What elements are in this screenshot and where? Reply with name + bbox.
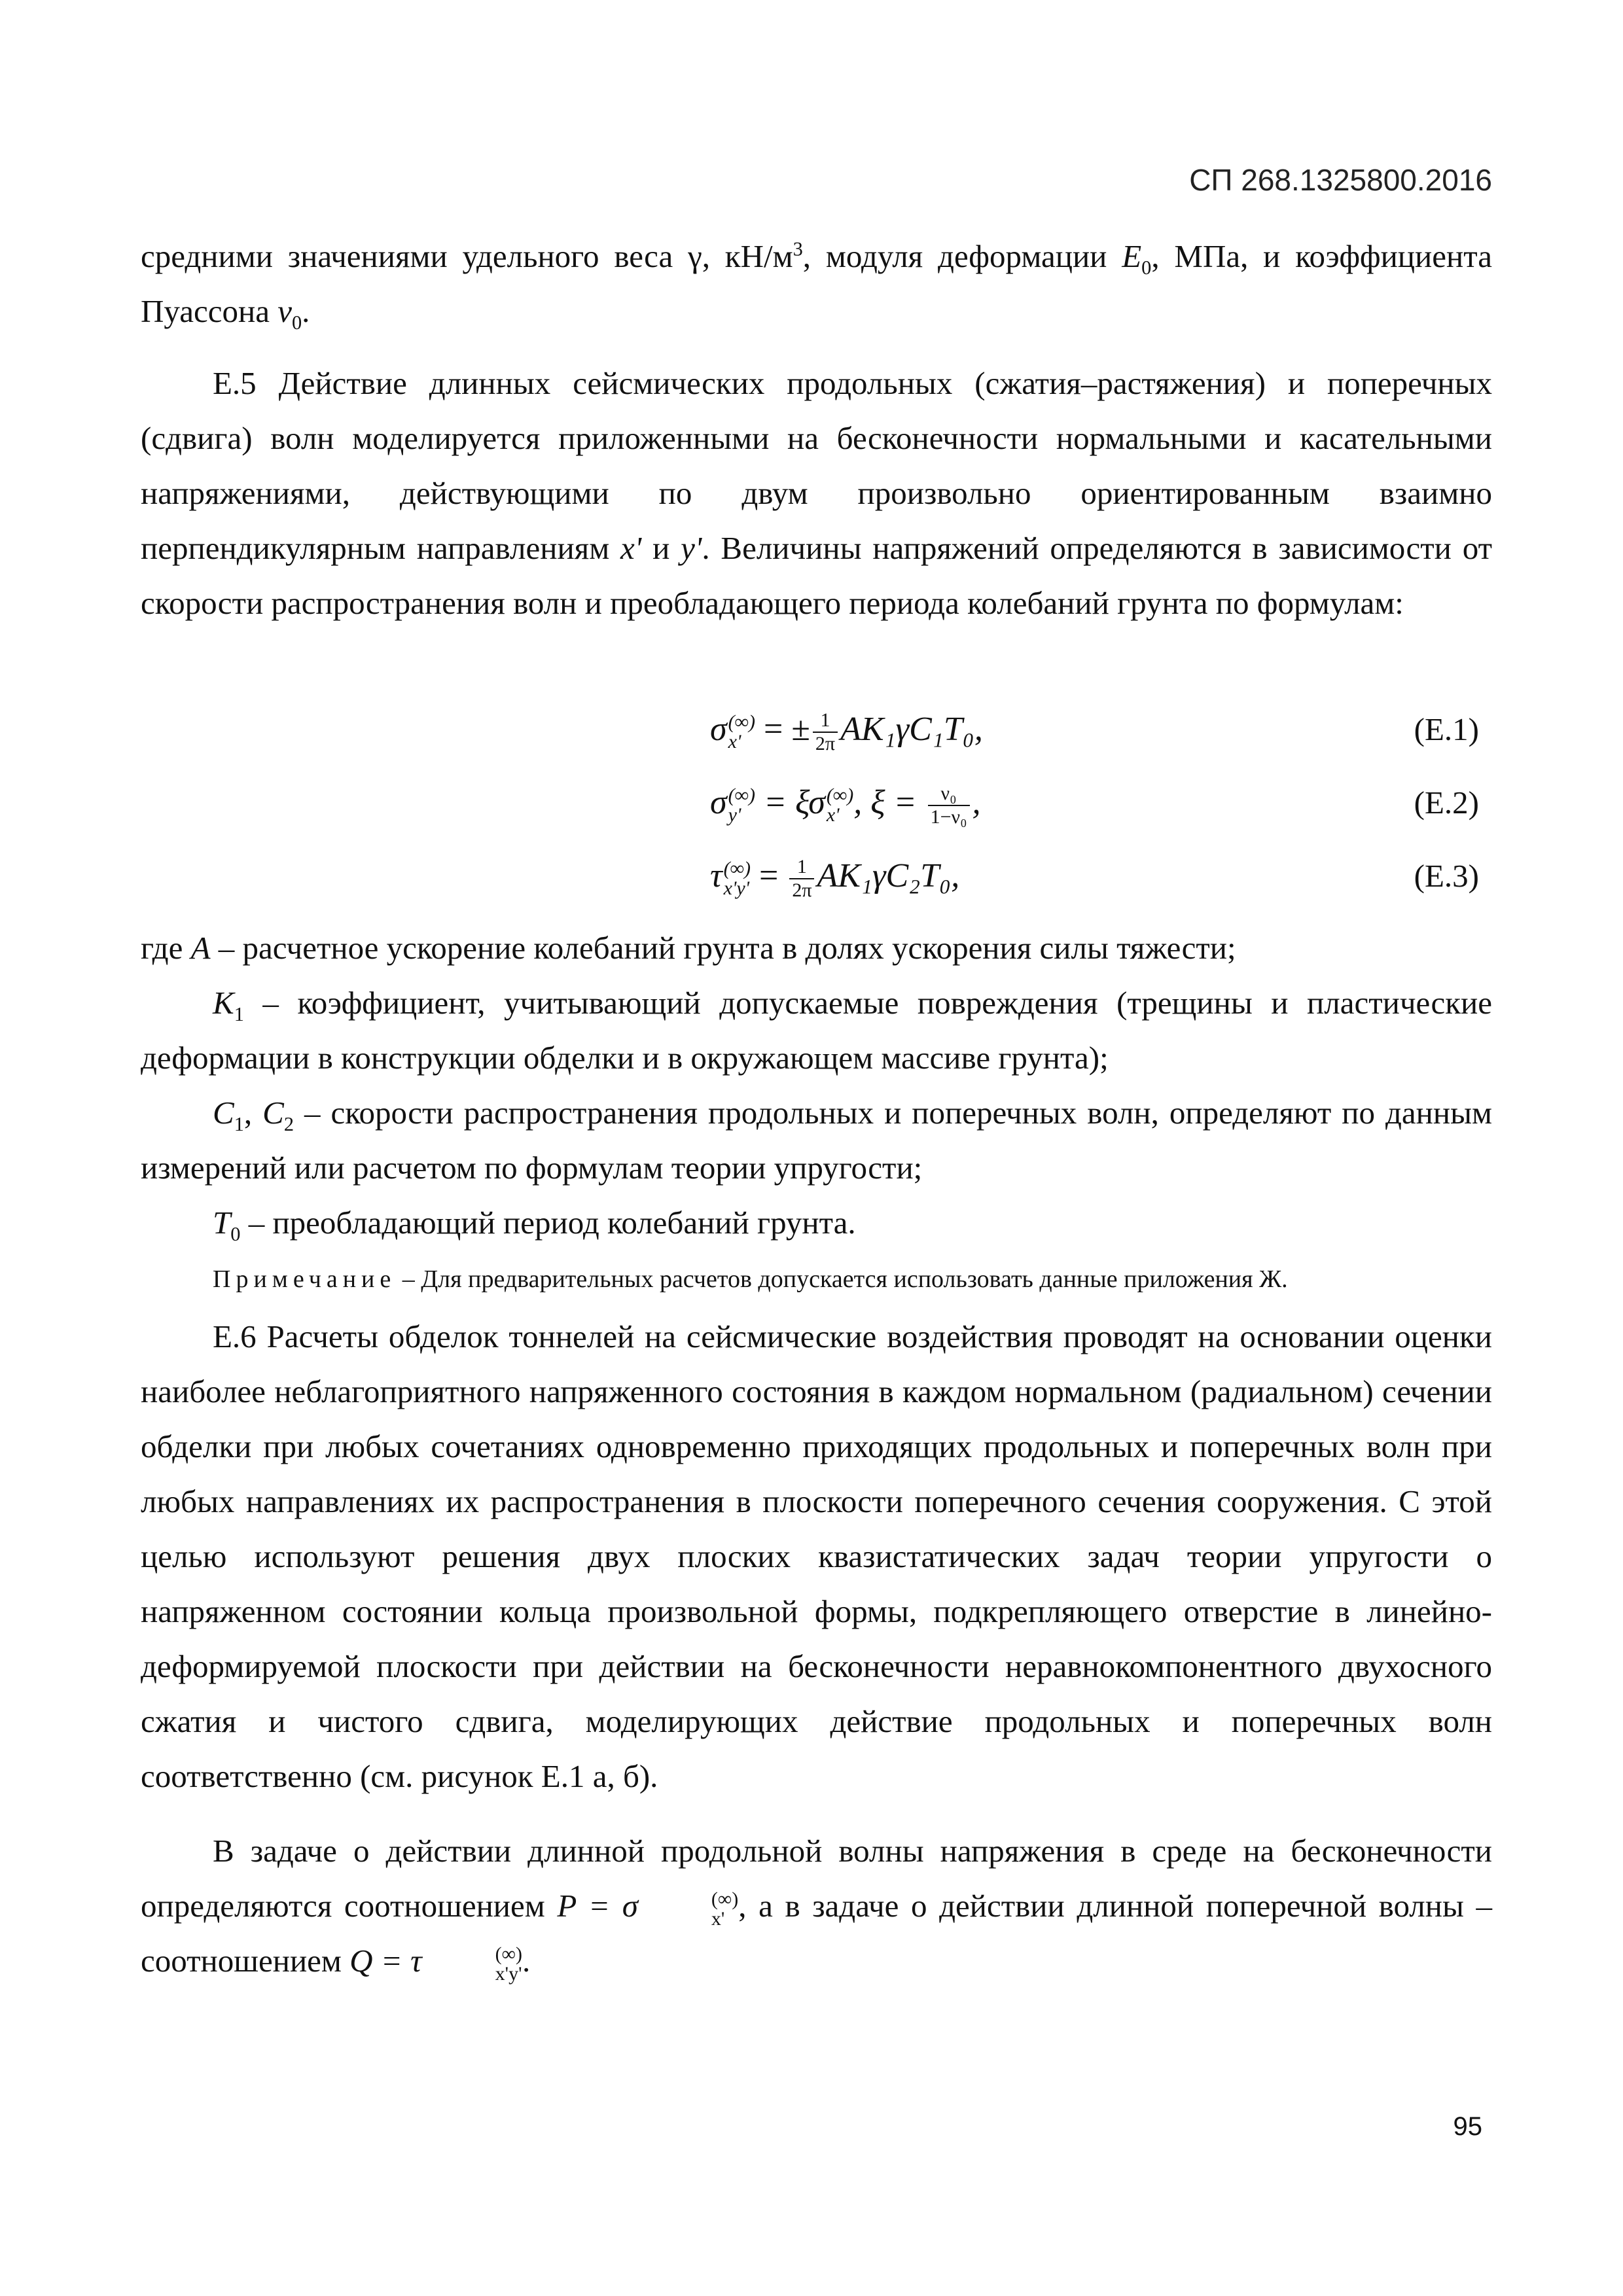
definition-k1: $K_1$ – коэффициент, учитывающий допускаемые повреждения (трещины и пластические деформации в конструкции обделки и в окружающем массиве грунта); [141, 985, 1492, 1076]
definition-a: где A – расчетное ускорение колебаний грунта в долях ускорения силы тяжести; [141, 930, 1236, 966]
formula-label: (Е.3) [1414, 858, 1479, 894]
page-number: 95 [1453, 2112, 1482, 2141]
paragraph-intro: средними значениями удельного веса γ, $кН/м^3$, модуля деформации $E_0$, МПа, и коэффициента Пуассона $\nu_0$. [141, 238, 1492, 334]
formula-e1: σ (∞) x' = ± $\frac{1}{2\pi}$ AK₁γC₁T₀, (Е.1) [141, 693, 1492, 766]
formula-label: (Е.1) [1414, 711, 1479, 747]
note-label: Примечание [213, 1265, 397, 1293]
definition-c1-c2: $C_1$, $C_2$ – скорости распространения продольных и поперечных волн, определяют по данным измерений или расчетом по формулам теории упругости; [141, 1095, 1493, 1186]
definition-t0: $T_0$ – преобладающий период колебаний грунта. [213, 1205, 856, 1245]
formula-block [141, 693, 1492, 913]
document-body [141, 229, 1492, 1988]
document-code-header: СП 268.1325800.2016 [1189, 163, 1492, 197]
formula-e2: σ (∞) y' = ξσ (∞) x' , ξ = $\frac{\text{ν₀}}{\text{1−ν₀}}$ , (Е.2) [141, 766, 1492, 839]
paragraph-final: В задаче о действии длинной продольной волны напряжения в среде на бесконечности определяются соотношением P = σ (∞) x' , а в задаче о действии длинной поперечной волны – соотношением Q = τ (∞) x'y' . [141, 1833, 1492, 1985]
note: Примечание – Для предварительных расчетов допускается использовать данные приложения Ж. [213, 1265, 1288, 1293]
formula-label: (Е.2) [1414, 785, 1479, 821]
paragraph-e6: Е.6 Расчеты обделок тоннелей на сейсмические воздействия проводят на основании оценки наиболее неблагоприятного напряженного состояния в каждом нормальном (радиальном) сечении обделки при любых сочетаниях одновременно приходящих продольных и поперечных волн при любых направлениях их распространения в плоскости поперечного сечения сооружения. С этой целью используют решения двух плоских квазистатических задач теории упругости о напряженном состоянии кольца произвольной формы, подкрепляющего отверстие в линейно-деформируемой плоскости при действии на бесконечности неравнокомпонентного двухосного сжатия и чистого сдвига, моделирующих действие продольных и поперечных волн соответственно (см. рисунок Е.1 а, б). [141, 1318, 1492, 1794]
formula-e3: τ (∞) x'y' = $\frac{1}{2\pi}$ AK₁γC₂T₀, (Е.3) [141, 839, 1492, 913]
paragraph-e5: Е.5 Действие длинных сейсмических продольных (сжатия–растяжения) и поперечных (сдвига) волн моделируется приложенными на бесконечности нормальными и касательными напряжениями, действующими по двум произвольно ориентированным взаимно перпендикулярным направлениям x' и y'. Величины напряжений определяются в зависимости от скорости распространения волн и преобладающего периода колебаний грунта по формулам: [141, 365, 1492, 621]
